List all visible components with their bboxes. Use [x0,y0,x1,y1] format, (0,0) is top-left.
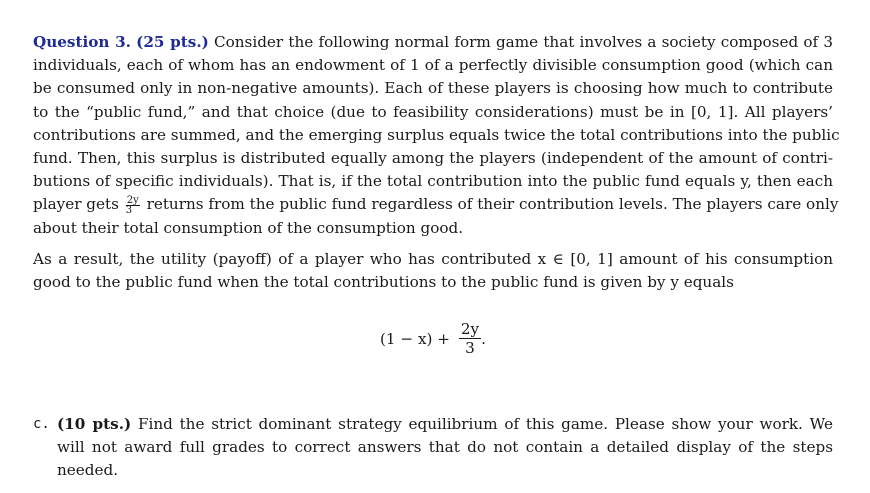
paragraph1-line-3: be consumed only in non-negative amounts). Each of these players is choosing how much to contribute [33,79,833,98]
equation-left: (1 − x) + [380,329,451,348]
paragraph1-line-4: to the “public fund,” and that choice (due to feasibility considerations) must be in [0, 1]. All players’ [33,102,833,121]
paragraph1-line-6: fund. Then, this surplus is distributed equally among the players (independent of the amount of contri- [33,148,833,167]
paragraph2-line-2: good to the public fund when the total contributions to the public fund is given by y equals [33,272,734,291]
paragraph1-line-5: contributions are summed, and the emerging surplus equals twice the total contributions into the public [33,125,840,144]
equation-fraction-denominator: 3 [465,339,475,357]
part-c-points: (10 pts.) [57,415,132,433]
question-points: (25 pts.) [136,33,209,51]
part-c-line-1 [57,412,833,435]
equation-fraction [459,320,481,357]
part-c [33,412,833,482]
question-3-text [33,31,840,294]
part-c-line-2: will not award full grades to correct answers that do not contain a detailed display of the steps [57,438,833,457]
paragraph1-line-1 [33,31,833,54]
payoff-equation [380,320,486,357]
inline-fraction-denominator: 3 [125,204,133,216]
part-c-label: c. [33,416,50,432]
line8-after: returns from the public fund regardless of their contribution levels. The players care only [146,195,839,214]
question-label: Question 3. [33,33,131,51]
paragraph1-text-1: Consider the following normal form game that involves a society composed of 3 [214,33,834,51]
paragraph1-line-8 [33,193,839,216]
part-c-text-1: Find the strict dominant strategy equilibrium of this game. Please show your work. We [137,415,833,433]
equation-fraction-numerator: 2y [460,320,480,338]
paragraph1-line-7: butions of specific individuals). That is, if the total contribution into the public fund equals y, then each [33,172,833,191]
line8-before: player gets [33,195,119,214]
paragraph1-line-2: individuals, each of whom has an endowment of 1 of a perfectly divisible consumption good (which can [33,56,833,75]
part-c-line-3: needed. [57,461,119,480]
paragraph1-line-9: about their total consumption of the consumption good. [33,218,464,237]
equation-end: . [481,329,486,348]
inline-fraction [126,196,140,215]
paragraph2-line-1: As a result, the utility (payoff) of a player who has contributed x ∈ [0, 1] amount of his consumption [33,249,833,268]
inline-fraction-numerator: 2y [126,194,139,206]
